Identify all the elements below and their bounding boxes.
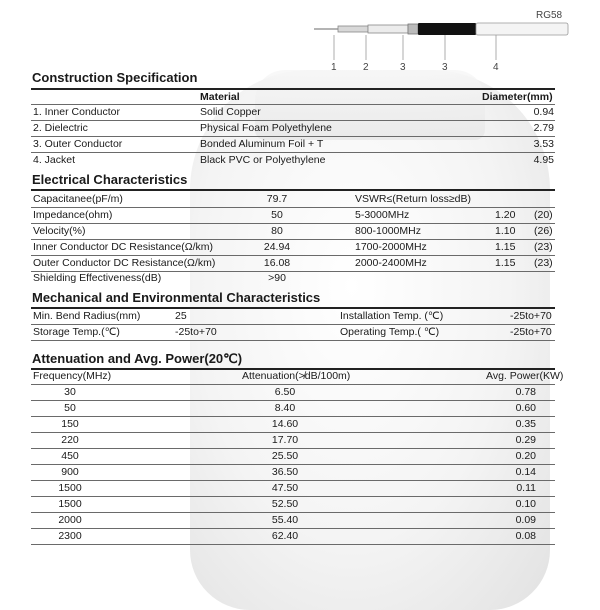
- callout-4: 4: [493, 62, 499, 73]
- col-attenuation-header: Attenuation(≯dB/100m): [242, 370, 351, 382]
- installation-temp-label: Installation Temp. (℃): [340, 310, 444, 322]
- attenuation-freq: 1500: [58, 482, 82, 494]
- operating-temp-label: Operating Temp.( ℃): [340, 326, 440, 338]
- construction-row-name: 2. Dielectric: [33, 122, 88, 134]
- jacket-white-segment: [476, 23, 568, 35]
- vswr-band: 800-1000MHz: [355, 225, 421, 237]
- operating-temp-value: -25to+70: [510, 326, 552, 338]
- col-power-header: Avg. Power(KW): [486, 370, 564, 382]
- attenuation-freq: 220: [61, 434, 79, 446]
- electrical-value: 79.7: [266, 193, 288, 205]
- attenuation-value: 8.40: [274, 402, 296, 414]
- avg-power-value: 0.20: [515, 450, 536, 462]
- electrical-label: Outer Conductor DC Resistance(Ω/km): [33, 257, 216, 269]
- avg-power-value: 0.60: [515, 402, 536, 414]
- attenuation-freq: 2000: [58, 514, 82, 526]
- vswr-return-loss: (23): [534, 241, 553, 253]
- construction-row-diameter: 3.53: [533, 138, 554, 150]
- vswr-band: 5-3000MHz: [355, 209, 410, 221]
- outer-conductor-segment: [368, 25, 408, 33]
- vswr-return-loss: (26): [534, 225, 553, 237]
- avg-power-value: 0.78: [515, 386, 536, 398]
- attenuation-value: 14.60: [271, 418, 299, 430]
- attenuation-value: 6.50: [274, 386, 296, 398]
- attenuation-freq: 900: [61, 466, 79, 478]
- attenuation-freq: 150: [61, 418, 79, 430]
- callout-3a: 3: [400, 62, 406, 73]
- dielectric-segment: [338, 26, 368, 32]
- construction-row-name: 1. Inner Conductor: [33, 106, 120, 118]
- vswr-value: 1.10: [495, 225, 516, 237]
- vswr-return-loss: (23): [534, 257, 553, 269]
- construction-row-name: 4. Jacket: [33, 154, 76, 166]
- construction-row-material: Solid Copper: [200, 106, 261, 118]
- electrical-label: Velocity(%): [33, 225, 86, 237]
- callout-3b: 3: [442, 62, 448, 73]
- attenuation-value: 17.70: [271, 434, 299, 446]
- avg-power-value: 0.11: [516, 482, 536, 494]
- cable-model-label: RG58: [536, 10, 563, 21]
- avg-power-value: 0.10: [515, 498, 536, 510]
- attenuation-value: 36.50: [271, 466, 299, 478]
- electrical-value: >90: [268, 272, 286, 284]
- attenuation-freq: 30: [64, 386, 76, 398]
- avg-power-value: 0.08: [515, 530, 536, 542]
- avg-power-value: 0.14: [515, 466, 536, 478]
- attenuation-value: 52.50: [271, 498, 299, 510]
- electrical-label: Shielding Effectiveness(dB): [33, 272, 162, 284]
- construction-row-diameter: 0.94: [533, 106, 554, 118]
- attenuation-freq: 450: [61, 450, 79, 462]
- electrical-value: 80: [271, 225, 283, 237]
- construction-row-diameter: 2.79: [533, 122, 554, 134]
- bend-radius-value: 25: [175, 310, 187, 322]
- construction-row-name: 3. Outer Conductor: [33, 138, 123, 150]
- braid-segment: [408, 24, 418, 34]
- attenuation-value: 47.50: [271, 482, 299, 494]
- electrical-value: 24.94: [263, 241, 291, 253]
- avg-power-value: 0.35: [515, 418, 536, 430]
- attenuation-value: 55.40: [271, 514, 299, 526]
- attenuation-value: 62.40: [271, 530, 299, 542]
- vswr-return-loss: (20): [534, 209, 553, 221]
- avg-power-value: 0.29: [515, 434, 536, 446]
- attenuation-freq: 2300: [58, 530, 82, 542]
- construction-row-material: Black PVC or Polyethylene: [200, 154, 326, 166]
- construction-row-material: Bonded Aluminum Foil + T: [200, 138, 324, 150]
- vswr-value: 1.20: [495, 209, 516, 221]
- electrical-title: Electrical Characteristics: [32, 172, 188, 187]
- electrical-value: 50: [271, 209, 283, 221]
- col-frequency-header: Frequency(MHz): [33, 370, 112, 382]
- storage-temp-value: -25to+70: [175, 326, 217, 338]
- vswr-header: VSWR≤(Return loss≥dB): [355, 193, 471, 205]
- construction-row-diameter: 4.95: [533, 154, 554, 166]
- vswr-band: 2000-2400MHz: [355, 257, 427, 269]
- vswr-value: 1.15: [495, 257, 516, 269]
- electrical-value: 16.08: [263, 257, 291, 269]
- callout-1: 1: [331, 62, 337, 73]
- col-diameter-header: Diameter(mm): [482, 91, 553, 103]
- avg-power-value: 0.09: [515, 514, 536, 526]
- attenuation-freq: 50: [64, 402, 76, 414]
- callout-2: 2: [363, 62, 369, 73]
- electrical-label: Capacitanee(pF/m): [33, 193, 123, 205]
- attenuation-freq: 1500: [58, 498, 82, 510]
- vswr-band: 1700-2000MHz: [355, 241, 427, 253]
- storage-temp-label: Storage Temp.(℃): [33, 326, 120, 338]
- construction-title: Construction Specification: [32, 70, 198, 85]
- installation-temp-value: -25to+70: [510, 310, 552, 322]
- jacket-black-segment: [418, 23, 476, 35]
- construction-row-material: Physical Foam Polyethylene: [200, 122, 332, 134]
- electrical-label: Impedance(ohm): [33, 209, 113, 221]
- electrical-label: Inner Conductor DC Resistance(Ω/km): [33, 241, 213, 253]
- col-material-header: Material: [200, 91, 240, 103]
- attenuation-title: Attenuation and Avg. Power(20℃): [32, 351, 243, 366]
- attenuation-value: 25.50: [271, 450, 299, 462]
- mechanical-title: Mechanical and Environmental Characteristics: [32, 290, 321, 305]
- vswr-value: 1.15: [495, 241, 516, 253]
- bend-radius-label: Min. Bend Radius(mm): [33, 310, 141, 322]
